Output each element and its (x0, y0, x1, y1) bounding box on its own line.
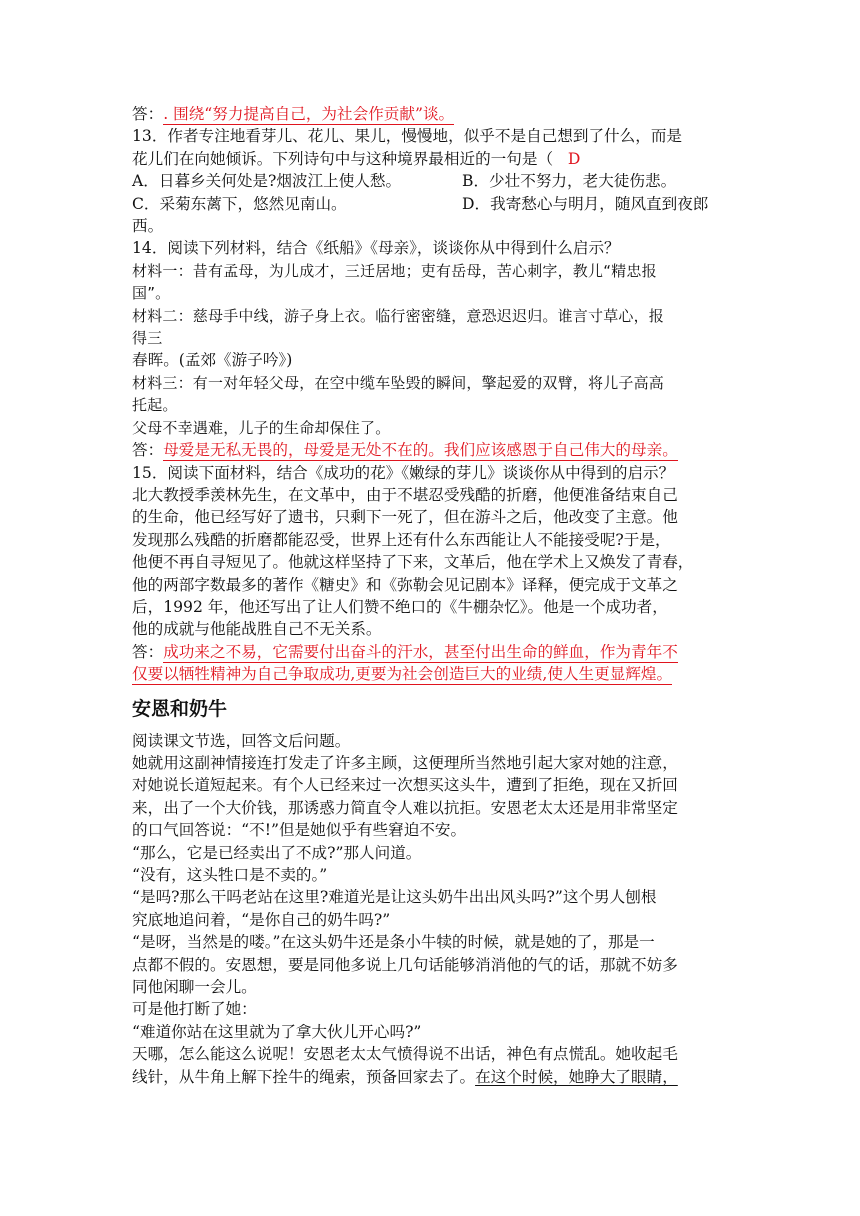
q15-passage-line: 的生命，他已经写好了遗书，只剩下一死了，但在游斗之后，他改变了主意。他 (132, 508, 678, 527)
q15-passage-line: 北大教授季羡林先生，在文革中，由于不堪忍受残酷的折磨，他便准备结束自己 (132, 485, 678, 504)
q14-material2-line1: 材料二：慈母手中线，游子身上衣。临行密密缝，意恐迟迟归。谁言寸草心，报 (132, 306, 665, 325)
q15-passage-line: 发现那么残酷的折磨都能忍受，世界上还有什么东西能让人不能接受呢?于是， (132, 530, 671, 549)
q13-option-d: D．我寄愁心与明月，随风直到夜郎 (462, 194, 709, 213)
answer-prefix: 答： (132, 105, 164, 123)
passage-line: “是呀，当然是的喽。”在这头奶牛还是条小牛犊的时候，就是她的了，那是一 (132, 933, 655, 952)
q15-passage-line: 他便不再自寻短见了。他就这样坚持了下来，文革后，他在学术上又焕发了青春， (132, 553, 694, 572)
passage-last-underlined: 在这个时候，她睁大了眼睛， (475, 1067, 678, 1086)
passage-line: “难道你站在这里就为了拿大伙儿开心吗?” (132, 1022, 422, 1041)
passage-line: 她就用这副神情接连打发走了许多主顾，这便理所当然地引起大家对她的注意， (132, 753, 678, 772)
q14-answer-line (132, 439, 732, 461)
q13-answer: D (567, 149, 581, 168)
q12-answer: . 围绕“努力提高自己，为社会作贡献”谈。 (163, 105, 455, 123)
q15-answer-line1 (132, 641, 732, 663)
q14-material2-line2: 得三 (132, 329, 163, 348)
q14-material1-line2: 国”。 (132, 284, 171, 303)
document-page (132, 103, 732, 1088)
q15-passage-line: 后，1992 年，他还写出了让人们赞不绝口的《牛棚杂忆》。他是一个成功者， (132, 597, 668, 616)
passage-line: 同他闲聊一会儿。 (132, 978, 257, 997)
q15-answer-part2: 仅要以牺牲精神为自己争取成功,更要为社会创造巨大的业绩,使人生更显辉煌。 (132, 665, 673, 684)
q15-answer-line2 (132, 663, 732, 685)
q13-option-b: B．少壮不努力，老大徒伤悲。 (462, 172, 677, 191)
section-title: 安恩和奶牛 (132, 697, 228, 720)
q13-options-row1 (132, 170, 732, 192)
answer-prefix: 答： (132, 441, 164, 460)
q14-material2-line3: 春晖。(孟郊《游子吟》) (132, 351, 293, 370)
passage-line: 天哪，怎么能这么说呢！安恩老太太气愤得说不出话，神色有点慌乱。她收起毛 (132, 1045, 678, 1064)
section-intro: 阅读课文节选，回答文后问题。 (132, 731, 351, 750)
passage-line: 来，出了一个大价钱，那诱惑力简直令人难以抗拒。安恩老太太还是用非常坚定 (132, 798, 678, 817)
answer-prefix: 答： (132, 642, 164, 661)
q14-material1-line1: 材料一：昔有孟母，为儿成才，三迁居地；吏有岳母，苦心刺字，教儿“精忠报 (132, 261, 657, 280)
q14-material3-line2: 托起。 (132, 396, 178, 415)
passage-line: “没有，这头牲口是不卖的。” (132, 866, 328, 884)
q15-answer-part1: 成功来之不易，它需要付出奋斗的汗水，甚至付出生命的鲜血，作为青年不 (163, 642, 678, 661)
passage-line: 点都不假的。安恩想，要是同他多说上几句话能够消消他的气的话，那就不妨多 (132, 955, 678, 974)
q15-passage-line: 他的两部字数最多的著作《糖史》和《弥勒会见记剧本》译释，便完成于文革之 (132, 575, 678, 594)
q13-question-text: 花儿们在向她倾诉。下列诗句中与这种境界最相近的一句是（ (132, 149, 554, 168)
passage-line: 的口气回答说：“不!”但是她似乎有些窘迫不安。 (132, 821, 467, 840)
passage-line: “是吗?那么干吗老站在这里?难道光是让这头奶牛出出风头吗?”这个男人刨根 (132, 888, 657, 907)
q14-answer: 母爱是无私无畏的，母爱是无处不在的。我们应该感恩于自己伟大的母亲。 (163, 441, 678, 460)
q14-material3-line1: 材料三：有一对年轻父母，在空中缆车坠毁的瞬间，擎起爱的双臂，将儿子高高 (132, 373, 665, 392)
q13-option-c: C．采菊东蓠下，悠然见南山。 (132, 194, 347, 213)
q13-question-line1: 13．作者专注地看芽儿、花儿、果儿，慢慢地，似乎不是自己想到了什么，而是 (132, 127, 683, 146)
passage-last-line (132, 1066, 732, 1088)
q15-passage-line: 他的成就与他能战胜自己不无关系。 (132, 620, 382, 639)
passage-line: 对她说长道短起来。有个人已经来过一次想买这头牛，遭到了拒绝，现在又折回 (132, 776, 678, 795)
passage-line: 可是他打断了她： (132, 1000, 257, 1019)
q12-answer-line (132, 103, 732, 125)
q14-question: 14．阅读下列材料，结合《纸船》《母亲》，谈谈你从中得到什么启示？ (132, 239, 620, 258)
passage-last-plain: 线针，从牛角上解下拴牛的绳索，预备回家去了。 (132, 1067, 476, 1086)
q13-option-a: A．日暮乡关何处是?烟波江上使人愁。 (132, 172, 402, 191)
q13-option-d-cont: 西。 (132, 217, 164, 236)
q15-question: 15．阅读下面材料，结合《成功的花》《嫩绿的芽儿》谈谈你从中得到的启示？ (132, 463, 675, 482)
q14-material3-line3: 父母不幸遇难，儿子的生命却保住了。 (132, 418, 391, 437)
passage-line: “那么，它是已经卖出了不成?”那人问道。 (132, 843, 422, 862)
q13-question-line2 (132, 148, 732, 170)
passage-line: 究底地追问着，“是你自己的奶牛吗?” (132, 910, 391, 929)
q13-options-row2 (132, 193, 732, 215)
